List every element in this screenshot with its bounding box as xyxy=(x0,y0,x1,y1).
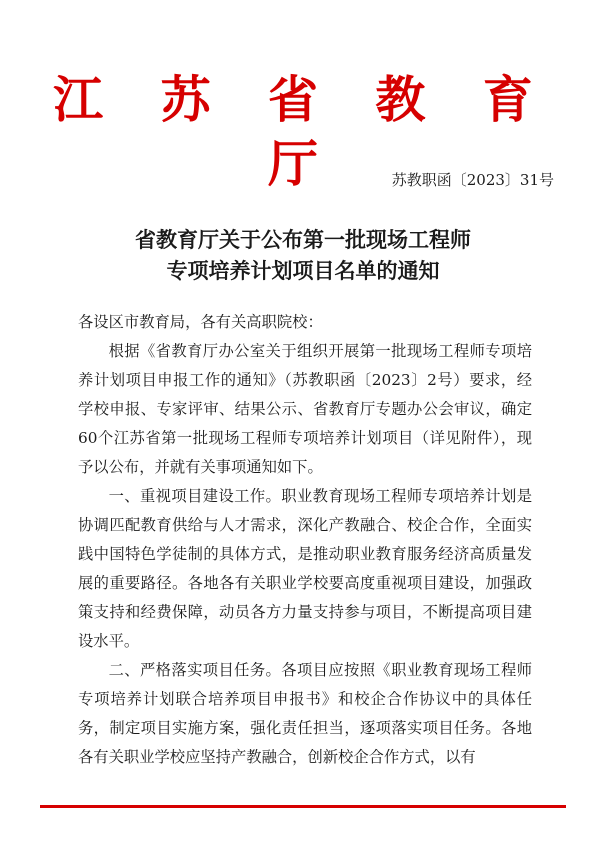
document-number: 苏教职函〔2023〕31号 xyxy=(391,171,554,189)
notice-title xyxy=(0,224,606,286)
paragraph-1: 根据《省教育厅办公室关于组织开展第一批现场工程师专项培养计划项目申报工作的通知》（苏教职函〔2023〕2号）要求，经学校申报、专家评审、结果公示、省教育厅专题办公会审议，确定60个江苏省第一批现场工程师专项培养计划项目（详见附件），现予以公布，并就有关事项通知如下。 xyxy=(78,342,532,476)
title-line-2: 专项培养计划项目名单的通知 xyxy=(166,258,440,283)
red-divider-line xyxy=(40,805,566,808)
paragraph-2: 一、重视项目建设工作。职业教育现场工程师专项培养计划是协调匹配教育供给与人才需求，深化产教融合、校企合作，全面实践中国特色学徒制的具体方式，是推动职业教育服务经济高质量发展的重要路径。各地各有关职业学校要高度重视项目建设，加强政策支持和经费保障，动员各方力量支持参与项目，不断提高项目建设水平。 xyxy=(78,487,532,650)
title-line-1: 省教育厅关于公布第一批现场工程师 xyxy=(135,227,471,252)
salutation: 各设区市教育局，各有关高职院校： xyxy=(78,313,323,331)
letterhead-title: 江 苏 省 教 育 厅 xyxy=(53,70,553,193)
document-body xyxy=(78,308,532,772)
paragraph-3: 二、严格落实项目任务。各项目应按照《职业教育现场工程师专项培养计划联合培养项目申报书》和校企合作协议中的具体任务，制定项目实施方案，强化责任担当，逐项落实项目任务。各地各有关职业学校应坚持产教融合，创新校企合作方式，以有 xyxy=(78,661,532,766)
